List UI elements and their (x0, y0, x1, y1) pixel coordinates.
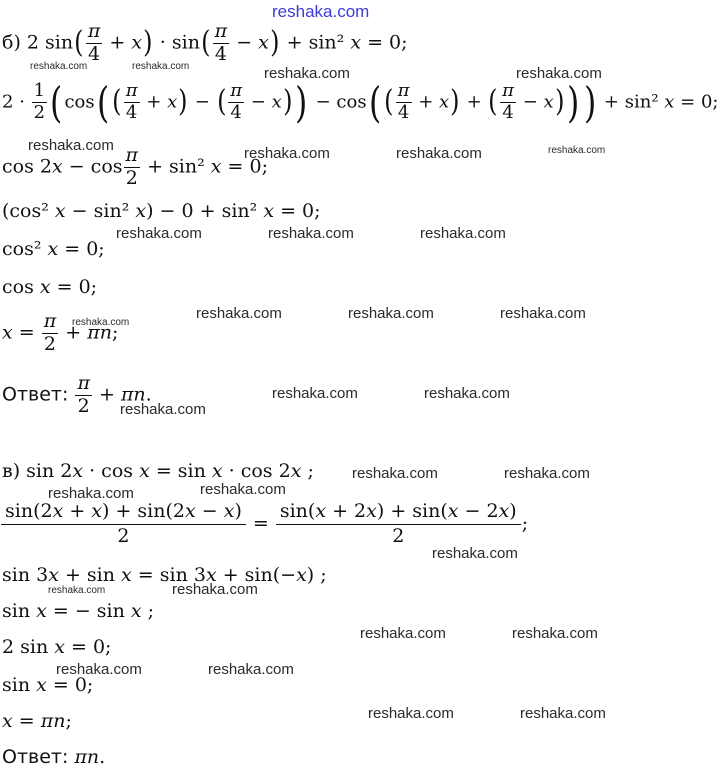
watermark: reshaka.com (368, 705, 454, 722)
watermark: reshaka.com (424, 385, 510, 402)
watermark: reshaka.com (28, 137, 114, 154)
watermark: reshaka.com (352, 465, 438, 482)
watermark: reshaka.com (132, 61, 190, 72)
watermark: reshaka.com (272, 385, 358, 402)
top-watermark: reshaka.com (272, 2, 370, 21)
watermark: reshaka.com (264, 65, 350, 82)
eq-v4: sin x = − sin x ; (2, 600, 155, 622)
watermark: reshaka.com (520, 705, 606, 722)
watermark: reshaka.com (268, 225, 354, 242)
watermark: reshaka.com (516, 65, 602, 82)
watermark: reshaka.com (548, 145, 606, 156)
watermark: reshaka.com (348, 305, 434, 322)
eq-b3: cos 2x − cos $\frac{\pi}{2}$ + sin² x = 0; (2, 144, 268, 189)
eq-b5: cos² x = 0; (2, 238, 105, 260)
watermark: reshaka.com (120, 401, 206, 418)
watermark: reshaka.com (500, 305, 586, 322)
answer-b: Ответ: $\frac{\pi}{2}$ + πn. (2, 372, 152, 417)
eq-v6: sin x = 0; (2, 674, 94, 696)
watermark: reshaka.com (56, 661, 142, 678)
eq-b6: cos x = 0; (2, 276, 98, 298)
eq-v3: sin 3x + sin x = sin 3x + sin(−x) ; (2, 564, 327, 586)
watermark: reshaka.com (208, 661, 294, 678)
eq-v5: 2 sin x = 0; (2, 636, 112, 658)
watermark: reshaka.com (172, 581, 258, 598)
part-v-label: в) (2, 460, 21, 482)
watermark: reshaka.com (30, 61, 88, 72)
answer-v-label: Ответ: (2, 746, 69, 768)
watermark: reshaka.com (420, 225, 506, 242)
eq-v7: x = πn; (2, 710, 72, 732)
watermark: reshaka.com (200, 481, 286, 498)
eq-b7: x = $\frac{\pi}{2}$ + πn; (2, 310, 119, 355)
eq-v2: $\frac{\sin(2x + x) + \sin(2x - x)}{2}$ = $\frac{\sin(x + 2x) + \sin(x - 2x)}{2}$ ; (0, 500, 528, 549)
watermark: reshaka.com (504, 465, 590, 482)
watermark: reshaka.com (116, 225, 202, 242)
watermark: reshaka.com (512, 625, 598, 642)
eq-b2: 2 · $\frac{1}{2}$ ( cos( ( $\frac{\pi}{4}$ + x) − ( $\frac{\pi}{4}$ − x)) − cos( ( $\frac{\pi}{4}$ + x) + ( $\frac{\pi}{4}$ − x))) + sin² x = 0; (2, 77, 718, 127)
answer-v: Ответ: πn. (2, 746, 106, 768)
watermark: reshaka.com (244, 145, 330, 162)
watermark: reshaka.com (196, 305, 282, 322)
watermark: reshaka.com (432, 545, 518, 562)
eq-v1: в) sin 2x · cos x = sin x · cos 2x ; (2, 460, 314, 482)
watermark: reshaka.com (48, 585, 106, 596)
answer-b-label: Ответ: (2, 383, 69, 406)
part-b-label: б) (2, 31, 21, 54)
watermark: reshaka.com (48, 485, 134, 502)
eq-b4: (cos² x − sin² x) − 0 + sin² x = 0; (2, 200, 321, 222)
watermark: reshaka.com (396, 145, 482, 162)
watermark: reshaka.com (360, 625, 446, 642)
watermark: reshaka.com (72, 317, 130, 328)
eq-b1: б) 2 sin( $\frac{\pi}{4}$ + x) · sin( $\frac{\pi}{4}$ − x) + sin² x = 0; (2, 20, 408, 65)
